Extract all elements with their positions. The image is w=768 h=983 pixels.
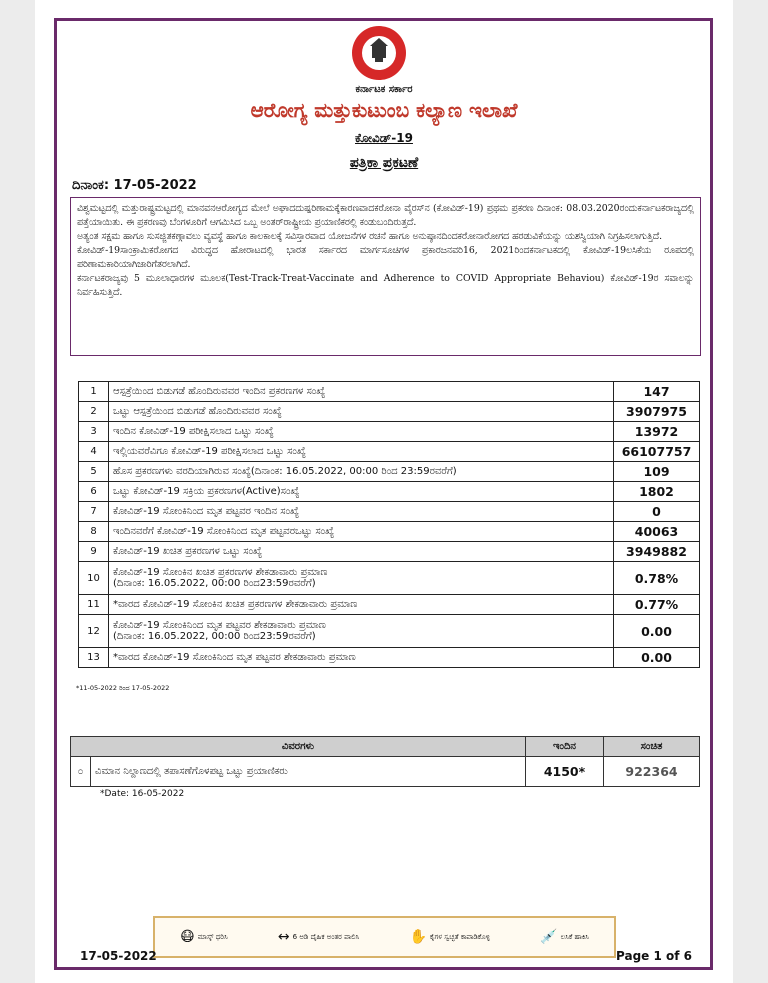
header-today: ಇಂದಿನ bbox=[526, 737, 604, 757]
row-value: 13972 bbox=[614, 422, 700, 442]
screening-footnote: *Date: 16-05-2022 bbox=[100, 789, 185, 799]
row-number: 7 bbox=[79, 502, 109, 522]
banner-text: ಲಸಿಕೆ ಹಾಕಿಸಿ bbox=[560, 932, 589, 941]
weekly-footnote: *11-05-2022 ರಿಂದ 17-05-2022 bbox=[76, 684, 170, 692]
row-label-date: (ದಿನಾಂಕ: 16.05.2022, 00:00 ರಿಂದ23:59ರವರೆಗೆ) bbox=[113, 578, 316, 589]
row-value: 0.00 bbox=[614, 648, 700, 668]
airport-screening-table bbox=[70, 736, 700, 787]
intro-paragraph: ಕೋವಿಡ್-19ಸಾಂಕ್ರಾಮಿಕರೋಗದ ವಿರುದ್ಧದ ಹೋರಾಟದಲ್ಲಿ ಭಾರತ ಸರ್ಕಾರದ ಮಾರ್ಗಸೂಚಿಗಳ ಪ್ರಕಾರಜನವರಿ16, 2021ರಿಂದಕರ್ನಾಟಕದಲ್ಲಿ ಕೋವಿಡ್-19ಲಸಿಕೆಯ ರೂಪದಲ್ಲಿ ಪರಿಣಾಮಕಾರಿಯಾಗಿಜಾರಿಗೆತರಲಾಗಿದೆ. bbox=[77, 244, 694, 270]
row-value: 147 bbox=[614, 382, 700, 402]
row-label: ಒಟ್ಟು ಆಸ್ಪತ್ರೆಯಿಂದ ಬಿಡುಗಡೆ ಹೊಂದಿರುವವರ ಸಂಖ್ಯೆ bbox=[109, 402, 614, 422]
table-row bbox=[79, 542, 700, 562]
intro-paragraph: ಅತ್ಯಂತ ಸಕ್ಷಮ ಹಾಗೂ ಸುಸಜ್ಜಿತಕಣ್ಗಾವಲು ವ್ಯವಸ್ಥೆ ಹಾಗೂ ಕಾಲಕಾಲಕ್ಕೆ ಸವಿಸ್ತಾರವಾದ ಯೋಜನೆಗಳ ರಚನೆ ಹಾಗೂ ಅನುಷ್ಠಾನದಿಂದಕರೋನಾರೋಗದ ಹರಡುವಿಕೆಯನ್ನು ಯಶಸ್ವಿಯಾಗಿ ನಿಗ್ರಹಿಸಲಾಗುತ್ತಿದೆ. bbox=[77, 230, 663, 242]
intro-paragraph: ಕರ್ನಾಟಕರಾಜ್ಯವು 5 ಮೂಲಾಧಾರಗಳ ಮೂಲಕ(Test-Track-Treat-Vaccinate and Adherence to COVID Appropriate Behaviou) ಕೋವಿಡ್-19ರ ಸವಾಲನ್ನು ನಿರ್ವಹಿಸುತ್ತಿದೆ. bbox=[77, 272, 694, 298]
row-label: ಇಂದಿನವರೆಗೆ ಕೋವಿಡ್-19 ಸೋಂಕಿನಿಂದ ಮೃತ ಪಟ್ಟವರಒಟ್ಟು ಸಂಖ್ಯೆ bbox=[109, 522, 614, 542]
row-label: ವಿಮಾನ ನಿಲ್ದಾಣದಲ್ಲಿ ತಪಾಸಣೆಗೊಳಪಟ್ಟ ಒಟ್ಟು ಪ್ರಯಾಣಿಕರು bbox=[91, 757, 526, 787]
stats-table bbox=[78, 381, 700, 668]
government-name: ಕರ್ನಾಟಕ ಸರ್ಕಾರ bbox=[355, 84, 413, 95]
row-number: ೦ bbox=[71, 757, 91, 787]
government-emblem-icon bbox=[350, 24, 408, 82]
row-label bbox=[109, 562, 614, 595]
row-number: 9 bbox=[79, 542, 109, 562]
row-number: 2 bbox=[79, 402, 109, 422]
header-cumulative: ಸಂಚಿತ bbox=[604, 737, 700, 757]
department-title: ಆರೋಗ್ಯ ಮತ್ತುಕುಟುಂಬ ಕಲ್ಯಾಣ ಇಲಾಖೆ bbox=[250, 98, 518, 122]
row-value: 3949882 bbox=[614, 542, 700, 562]
intro-box bbox=[70, 197, 701, 356]
row-value: 0.00 bbox=[614, 615, 700, 648]
header-details: ವಿವರಗಳು bbox=[71, 737, 526, 757]
row-number: 10 bbox=[79, 562, 109, 595]
row-label: ಹೊಸ ಪ್ರಕರಣಗಳು ವರದಿಯಾಗಿರುವ ಸಂಖ್ಯೆ(ದಿನಾಂಕ: 16.05.2022, 00:00 ರಿಂದ 23:59ರವರೆಗೆ) bbox=[109, 462, 614, 482]
row-label: ಇಂದಿನ ಕೋವಿಡ್-19 ಪರೀಕ್ಷಿಸಲಾದ ಒಟ್ಟು ಸಂಖ್ಯೆ bbox=[109, 422, 614, 442]
banner-item bbox=[540, 929, 589, 945]
table-row bbox=[79, 595, 700, 615]
row-value: 0.77% bbox=[614, 595, 700, 615]
row-label-line: ಕೋವಿಡ್-19 ಸೋಂಕಿನಿಂದ ಮೃತ ಪಟ್ಟವರ ಶೇಕಡಾವಾರು ಪ್ರಮಾಣ bbox=[113, 620, 326, 631]
row-value: 0.78% bbox=[614, 562, 700, 595]
table-header-row bbox=[71, 737, 700, 757]
handwash-icon: ✋ bbox=[409, 929, 427, 945]
row-label: ಕೋವಿಡ್-19 ಖಚಿತ ಪ್ರಕರಣಗಳ ಒಟ್ಟು ಸಂಖ್ಯೆ bbox=[109, 542, 614, 562]
banner-item bbox=[180, 929, 228, 945]
mask-icon: 😷 bbox=[180, 929, 195, 945]
vaccine-icon: 💉 bbox=[540, 929, 558, 945]
table-row bbox=[79, 615, 700, 648]
page-number: Page 1 of 6 bbox=[616, 949, 692, 963]
row-label bbox=[109, 615, 614, 648]
row-number: 4 bbox=[79, 442, 109, 462]
row-value: 1802 bbox=[614, 482, 700, 502]
intro-paragraph: ವಿಶ್ವಮಟ್ಟದಲ್ಲಿ ಮತ್ತುರಾಷ್ಟ್ರಮಟ್ಟದಲ್ಲಿ ಮಾನವನಆರೋಗ್ಯದ ಮೇಲೆ ಅಘಾದದುಷ್ಪರಿಣಾಮಕ್ಕೆಕಾರಣವಾದಕರೋನಾ ವೈರಸ್‌ನ (ಕೋವಿಡ್-19) ಪ್ರಥಮ ಪ್ರಕರಣ ದಿನಾಂಕ: 08.03.2020ರಂದುಕರ್ನಾಟಕರಾಜ್ಯದಲ್ಲಿ ಪತ್ತೆಯಾಯಿತು. ಈ ಪ್ರಕರಣವು ಬೆಂಗಳೂರಿಗೆ ಆಗಮಿಸಿದ ಒಬ್ಬ ಅಂತರ್‌ರಾಷ್ಟ್ರೀಯ ಪ್ರಯಾಣಿಕರಲ್ಲಿ ಕಂಡುಬಂದಿರುತ್ತದೆ. bbox=[77, 203, 694, 228]
table-row bbox=[79, 462, 700, 482]
release-date: ದಿನಾಂಕ: 17-05-2022 bbox=[72, 178, 197, 193]
cumulative-value: 922364 bbox=[604, 757, 700, 787]
row-value: 109 bbox=[614, 462, 700, 482]
row-number: 3 bbox=[79, 422, 109, 442]
today-value: 4150* bbox=[526, 757, 604, 787]
footer-date: 17-05-2022 bbox=[80, 949, 157, 963]
row-number: 12 bbox=[79, 615, 109, 648]
row-label: *ವಾರದ ಕೋವಿಡ್-19 ಸೋಂಕಿನಿಂದ ಮೃತ ಪಟ್ಟವರ ಶೇಕಡಾವಾರು ಪ್ರಮಾಣ bbox=[109, 648, 614, 668]
row-label-line: ಕೋವಿಡ್-19 ಸೋಂಕಿನ ಖಚಿತ ಪ್ರಕರಣಗಳ ಶೇಕಡಾವಾರು ಪ್ರಮಾಣ bbox=[113, 567, 328, 578]
row-number: 13 bbox=[79, 648, 109, 668]
row-label: ಒಟ್ಟು ಕೋವಿಡ್-19 ಸಕ್ರಿಯ ಪ್ರಕರಣಗಳ(Active)ಸಂಖ್ಯೆ bbox=[109, 482, 614, 502]
row-label: ಆಸ್ಪತ್ರೆಯಿಂದ ಬಿಡುಗಡೆ ಹೊಂದಿರುವವರ ಇಂದಿನ ಪ್ರಕರಣಗಳ ಸಂಖ್ಯೆ bbox=[109, 382, 614, 402]
table-row bbox=[79, 382, 700, 402]
row-number: 11 bbox=[79, 595, 109, 615]
banner-text: ಕೈಗಳ ಸ್ವಚ್ಛತೆ ಕಾಪಾಡಿಕೊಳ್ಳಿ bbox=[429, 932, 490, 941]
row-label: *ವಾರದ ಕೋವಿಡ್-19 ಸೋಂಕಿನ ಖಚಿತ ಪ್ರಕರಣಗಳ ಶೇಕಡಾವಾರು ಪ್ರಮಾಣ bbox=[109, 595, 614, 615]
table-row bbox=[79, 422, 700, 442]
banner-text: 6 ಅಡಿ ದೈಹಿಕ ಅಂತರ ಪಾಲಿಸಿ bbox=[292, 932, 360, 941]
banner-item bbox=[278, 929, 359, 945]
row-label-date: (ದಿನಾಂಕ: 16.05.2022, 00:00 ರಿಂದ23:59ರವರೆಗೆ) bbox=[113, 631, 316, 642]
row-value: 66107757 bbox=[614, 442, 700, 462]
covid-subtitle: ಕೋವಿಡ್-19 bbox=[355, 131, 413, 145]
banner-text: ಮಾಸ್ಕ್ ಧರಿಸಿ bbox=[197, 932, 228, 941]
table-row bbox=[79, 648, 700, 668]
distance-icon: ↔ bbox=[277, 929, 290, 945]
row-number: 5 bbox=[79, 462, 109, 482]
row-label: ಇಲ್ಲಿಯವರೆವಿಗೂ ಕೋವಿಡ್-19 ಪರೀಕ್ಷಿಸಲಾದ ಒಟ್ಟು ಸಂಖ್ಯೆ bbox=[109, 442, 614, 462]
row-number: 8 bbox=[79, 522, 109, 542]
table-row bbox=[79, 402, 700, 422]
press-release-title: ಪತ್ರಿಕಾ ಪ್ರಕಟಣೆ bbox=[349, 155, 419, 171]
row-label: ಕೋವಿಡ್-19 ಸೋಂಕಿನಿಂದ ಮೃತ ಪಟ್ಟವರ ಇಂದಿನ ಸಂಖ್ಯೆ bbox=[109, 502, 614, 522]
row-number: 1 bbox=[79, 382, 109, 402]
table-row bbox=[79, 522, 700, 542]
row-number: 6 bbox=[79, 482, 109, 502]
row-value: 40063 bbox=[614, 522, 700, 542]
table-row bbox=[79, 442, 700, 462]
banner-item bbox=[409, 929, 490, 945]
table-row bbox=[79, 502, 700, 522]
row-value: 0 bbox=[614, 502, 700, 522]
row-value: 3907975 bbox=[614, 402, 700, 422]
table-row bbox=[79, 482, 700, 502]
table-row bbox=[71, 757, 700, 787]
covid-appropriate-behaviour-banner bbox=[153, 916, 616, 958]
table-row bbox=[79, 562, 700, 595]
